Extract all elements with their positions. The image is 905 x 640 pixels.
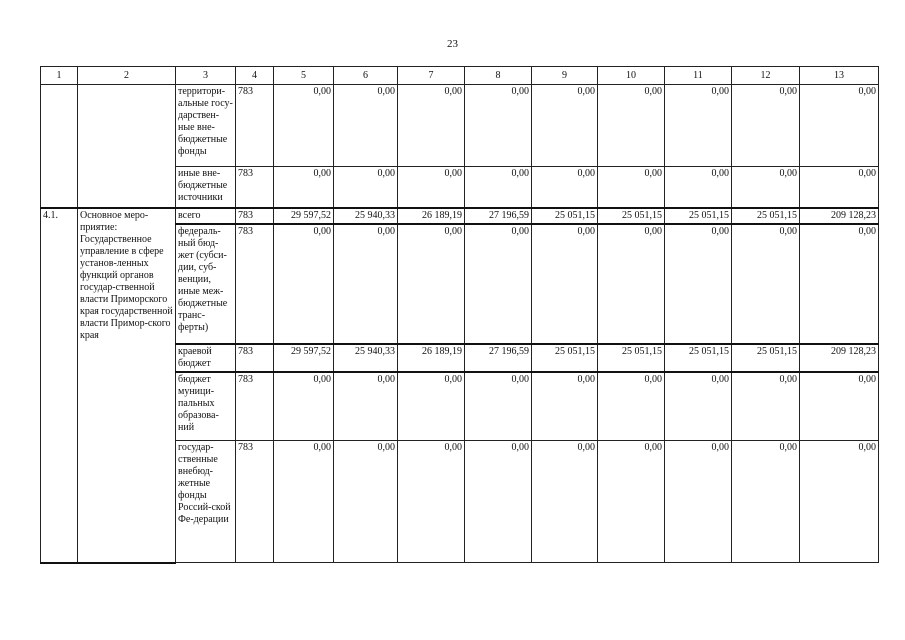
- index-cell: [41, 85, 78, 208]
- table-row-total: [41, 208, 879, 224]
- value-cell: 27 196,59: [465, 208, 532, 224]
- code-cell: 783: [236, 441, 274, 563]
- value-cell: 26 189,19: [398, 344, 465, 372]
- value-cell: 25 051,15: [732, 344, 800, 372]
- value-cell: 0,00: [334, 224, 398, 344]
- code-cell: 783: [236, 224, 274, 344]
- header-cell: 6: [334, 67, 398, 85]
- value-cell: 0,00: [732, 224, 800, 344]
- source-cell: иные вне-бюджетные источники: [176, 167, 236, 208]
- value-cell: 0,00: [334, 441, 398, 563]
- value-cell: 209 128,23: [800, 208, 879, 224]
- header-cell: 12: [732, 67, 800, 85]
- value-cell: 25 051,15: [598, 208, 665, 224]
- source-cell: бюджет муници-пальных образова-ний: [176, 372, 236, 441]
- value-cell: 0,00: [665, 167, 732, 208]
- value-cell: 0,00: [398, 441, 465, 563]
- value-cell: 0,00: [732, 372, 800, 441]
- code-cell: 783: [236, 85, 274, 167]
- value-cell: 29 597,52: [274, 208, 334, 224]
- value-cell: 0,00: [274, 224, 334, 344]
- source-cell: краевой бюджет: [176, 344, 236, 372]
- value-cell: 0,00: [732, 441, 800, 563]
- code-cell: 783: [236, 344, 274, 372]
- value-cell: 0,00: [732, 85, 800, 167]
- value-cell: 25 940,33: [334, 208, 398, 224]
- value-cell: 0,00: [800, 441, 879, 563]
- value-cell: 26 189,19: [398, 208, 465, 224]
- value-cell: 25 051,15: [532, 344, 598, 372]
- value-cell: 0,00: [334, 372, 398, 441]
- value-cell: 0,00: [598, 441, 665, 563]
- header-cell: 7: [398, 67, 465, 85]
- header-cell: 2: [78, 67, 176, 85]
- value-cell: 0,00: [465, 441, 532, 563]
- value-cell: 25 940,33: [334, 344, 398, 372]
- header-cell: 9: [532, 67, 598, 85]
- value-cell: 0,00: [598, 85, 665, 167]
- value-cell: 0,00: [274, 372, 334, 441]
- value-cell: 29 597,52: [274, 344, 334, 372]
- value-cell: 0,00: [665, 85, 732, 167]
- code-cell: 783: [236, 167, 274, 208]
- source-cell: федераль-ный бюд-жет (субси-дии, суб-венции, иные меж-бюджетные транс-ферты): [176, 224, 236, 344]
- value-cell: 0,00: [398, 167, 465, 208]
- header-cell: 3: [176, 67, 236, 85]
- name-cell: [78, 85, 176, 208]
- value-cell: 0,00: [274, 441, 334, 563]
- value-cell: 0,00: [800, 167, 879, 208]
- value-cell: 0,00: [274, 85, 334, 167]
- value-cell: 0,00: [465, 167, 532, 208]
- value-cell: 0,00: [800, 372, 879, 441]
- value-cell: 209 128,23: [800, 344, 879, 372]
- value-cell: 27 196,59: [465, 344, 532, 372]
- header-cell: 4: [236, 67, 274, 85]
- value-cell: 0,00: [532, 224, 598, 344]
- value-cell: 0,00: [334, 167, 398, 208]
- value-cell: 0,00: [598, 372, 665, 441]
- header-cell: 10: [598, 67, 665, 85]
- value-cell: 0,00: [465, 85, 532, 167]
- header-cell: 5: [274, 67, 334, 85]
- source-cell: территори-альные госу-дарствен-ные вне-бюджетные фонды: [176, 85, 236, 167]
- value-cell: 0,00: [532, 441, 598, 563]
- value-cell: 0,00: [665, 372, 732, 441]
- value-cell: 0,00: [398, 372, 465, 441]
- value-cell: 0,00: [532, 85, 598, 167]
- code-cell: 783: [236, 208, 274, 224]
- name-cell: Основное меро-приятие: Государственное управление в сфере установ-ленных функций органов государ-ственной власти Приморского края государственной власти Примор-ского края: [78, 208, 176, 563]
- table-row: [41, 85, 879, 167]
- header-cell: 8: [465, 67, 532, 85]
- source-cell: всего: [176, 208, 236, 224]
- value-cell: 25 051,15: [598, 344, 665, 372]
- header-cell: 13: [800, 67, 879, 85]
- value-cell: 0,00: [800, 224, 879, 344]
- header-cell: 1: [41, 67, 78, 85]
- value-cell: 0,00: [334, 85, 398, 167]
- value-cell: 0,00: [398, 85, 465, 167]
- value-cell: 25 051,15: [665, 208, 732, 224]
- value-cell: 0,00: [274, 167, 334, 208]
- index-cell: 4.1.: [41, 208, 78, 563]
- value-cell: 0,00: [665, 441, 732, 563]
- value-cell: 0,00: [532, 167, 598, 208]
- header-row: [41, 67, 879, 85]
- value-cell: 0,00: [465, 372, 532, 441]
- value-cell: 0,00: [532, 372, 598, 441]
- value-cell: 25 051,15: [665, 344, 732, 372]
- value-cell: 0,00: [598, 167, 665, 208]
- value-cell: 0,00: [732, 167, 800, 208]
- value-cell: 0,00: [465, 224, 532, 344]
- code-cell: 783: [236, 372, 274, 441]
- source-cell: государ-ственные внебюд-жетные фонды Россий-ской Фе-дерации: [176, 441, 236, 563]
- value-cell: 0,00: [800, 85, 879, 167]
- budget-table: [40, 66, 879, 564]
- value-cell: 25 051,15: [532, 208, 598, 224]
- page-number: 23: [447, 38, 458, 50]
- value-cell: 25 051,15: [732, 208, 800, 224]
- value-cell: 0,00: [398, 224, 465, 344]
- value-cell: 0,00: [665, 224, 732, 344]
- value-cell: 0,00: [598, 224, 665, 344]
- header-cell: 11: [665, 67, 732, 85]
